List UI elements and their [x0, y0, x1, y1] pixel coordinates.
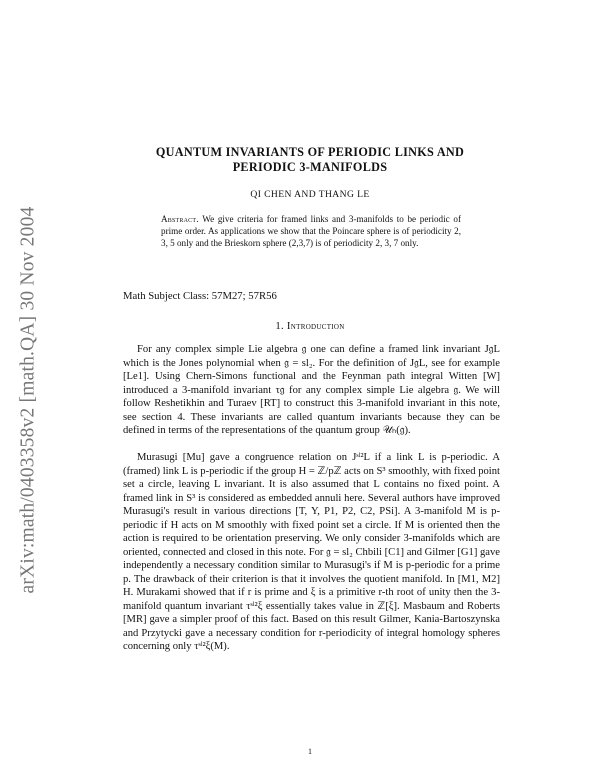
title-line-1: QUANTUM INVARIANTS OF PERIODIC LINKS AND: [155, 145, 465, 159]
arxiv-stamp: [8, 150, 48, 650]
page-number: 1: [308, 747, 312, 756]
section-heading: 1. Introduction: [275, 320, 345, 332]
title-line-2: PERIODIC 3-MANIFOLDS: [232, 160, 388, 174]
abstract-text: We give criteria for framed links and 3-manifolds to be periodic of prime order. As applications we show that the Poincare sphere is of periodicity 2, 3, 5 only and the Brieskorn sphere (2,3,7) is of periodicity 2, 3, 7 only.: [161, 214, 461, 248]
subject-class: Math Subject Class: 57M27; 57R56: [123, 290, 277, 302]
abstract: [161, 214, 461, 249]
authors: QI CHEN AND THANG LE: [250, 189, 370, 200]
paper-title: [110, 145, 510, 175]
arxiv-identifier: arXiv:math/0403358v2 [math.QA] 30 Nov 2004: [17, 206, 39, 594]
paragraph-intro-2: Murasugi [Mu] gave a congruence relation on Jˢˡ²L if a link L is p-periodic. A (framed) link L is p-periodic if the group H = ℤ/pℤ acts on S³ smoothly, with fixed point set a circle, leaving L invariant. It is also assumed that L contains no fixed point. A framed link in S³ is considered as embedded annuli here. Several authors have improved Murasugi's result in various directions [T, Y, P1, P2, C2, PSi]. A 3-manifold M is p-periodic if H acts on M smoothly with fixed point set a circle. If M is oriented then the action is required to be orientation preserving. We only consider 3-manifolds which are oriented, connected and closed in this note. For 𝔤 = sl₂ Chbili [C1] and Gilmer [G1] gave independently a necessary condition similar to Murasugi's if M is p-periodic for a prime p. The drawback of their criterion is that it involves the quotient manifold. In [M1, M2] H. Murakami showed that if r is prime and ξ is a primitive r-th root of unity then the 3-manifold quantum invariant τˢˡ²ξ essentially takes value in ℤ[ξ]. Masbaum and Roberts [MR] gave a simpler proof of this fact. Based on this result Gilmer, Kania-Bartoszynska and Przytycki gave a necessary condition for r-periodicity of integral homology spheres concerning only τˢˡ²ξ(M).: [123, 452, 500, 652]
abstract-label: Abstract.: [161, 214, 199, 224]
paragraph-intro-1: For any complex simple Lie algebra 𝔤 one can define a framed link invariant J𝔤L which is the Jones polynomial when 𝔤 = sl₂. For the definition of J𝔤L, see for example [Le1]. Using Chern-Simons functional and the Feynman path integral Witten [W] introduced a 3-manifold invariant τ𝔤 for any complex simple Lie algebra 𝔤. We will follow Reshetikhin and Turaev [RT] to construct this 3-manifold invariant in this note, see section 4. These invariants are called quantum invariants because they can be defined in terms of the representations of the quantum group 𝒰ₕ(𝔤).: [123, 344, 500, 436]
